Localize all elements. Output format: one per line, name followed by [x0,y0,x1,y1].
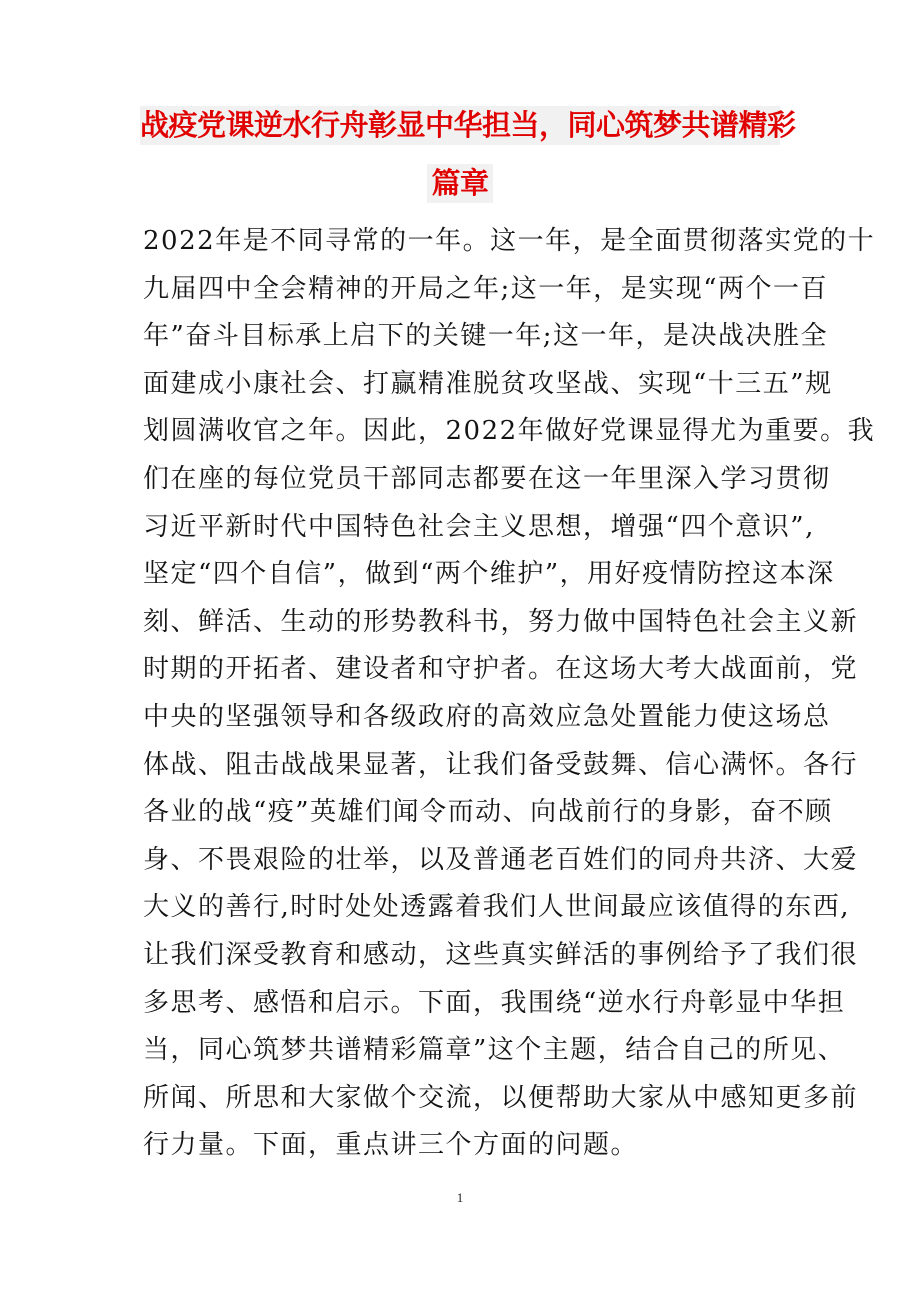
body-line: 面建成小康社会、打赢精准脱贫攻坚战、实现“十三五”规 [143,368,833,399]
body-line: 习近平新时代中国特色社会主义思想，增强“四个意识”, [143,511,815,542]
body-line: 年”奋斗目标承上启下的关键一年;这一年，是决战决胜全 [143,321,829,352]
document-title [130,106,796,203]
body-line: 身、不畏艰险的壮举，以及普通老百姓们的同舟共济、大爱 [143,844,859,875]
body-line: 2022年是不同寻常的一年。这一年，是全面贯彻落实党的十 [143,226,876,256]
body-line: 时期的开拓者、建设者和守护者。在这场大考大战面前，党 [143,654,859,685]
body-line: 各业的战“疫”英雄们闻令而动、向战前行的身影，奋不顾 [143,797,833,828]
body-paragraph [143,226,876,1178]
body-line: 当，同心筑梦共谱精彩篇章”这个主题，结合自己的所见、 [143,1035,846,1066]
body-line: 行力量。下面，重点讲三个方面的问题。 [143,1130,639,1161]
body-line: 们在座的每位党员干部同志都要在这一年里深入学习贯彻 [143,463,831,494]
page-number: 1 [456,1190,464,1205]
body-line: 所闻、所思和大家做个交流，以便帮助大家从中感知更多前 [143,1082,859,1113]
body-line: 刻、鲜活、生动的形势教科书，努力做中国特色社会主义新 [143,606,859,637]
body-line: 让我们深受教育和感动，这些真实鲜活的事例给予了我们很 [143,939,859,970]
body-line: 多思考、感悟和启示。下面，我围绕“逆水行舟彰显中华担 [143,987,846,1018]
body-line: 中央的坚强领导和各级政府的高效应急处置能力使这场总 [143,701,831,732]
body-line: 九届四中全会精神的开局之年;这一年，是实现“两个一百 [143,273,829,304]
body-line: 大义的善行,时时处处透露着我们人世间最应该值得的东西, [143,892,851,923]
body-line: 坚定“四个自信”，做到“两个维护”，用好疫情防控这本深 [143,559,835,590]
body-line: 划圆满收官之年。因此，2022年做好党课显得尤为重要。我 [143,416,876,447]
title-line-2: 篇章 [427,164,492,203]
title-line-1: 战疫党课逆水行舟彰显中华担当，同心筑梦共谱精彩 [140,106,780,145]
body-line: 体战、阻击战战果显著，让我们备受鼓舞、信心满怀。各行 [143,749,859,780]
